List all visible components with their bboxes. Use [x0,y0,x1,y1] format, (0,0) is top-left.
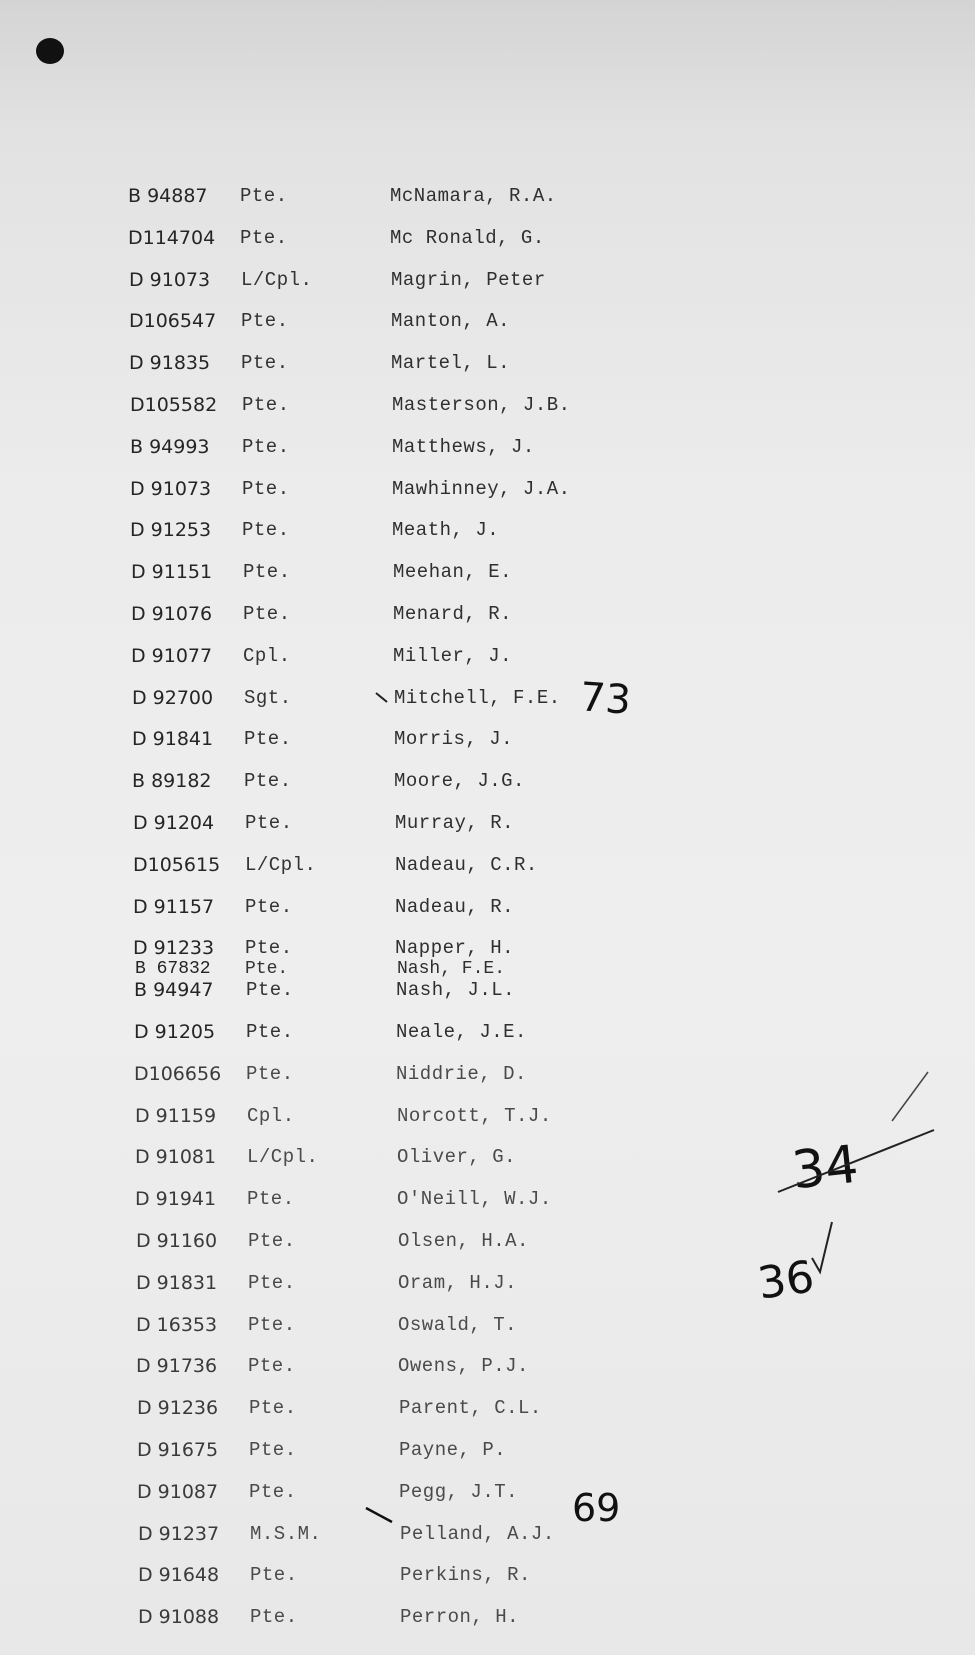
rank: Pte. [244,770,292,792]
soldier-name: Payne, P. [399,1439,507,1461]
soldier-name: Masterson, J.B. [392,394,571,416]
service-number: D 91835 [129,352,211,374]
rank: Pte. [240,227,288,249]
soldier-name: Murray, R. [395,812,515,834]
soldier-name: Miller, J. [393,645,513,667]
rank: Pte. [246,1021,294,1043]
rank: Pte. [245,812,293,834]
service-number: D 91736 [136,1355,218,1377]
service-number: B 94993 [130,436,210,458]
service-number: D 91237 [138,1523,220,1545]
handwritten-note-pelland: 69 [572,1486,621,1530]
service-number: D 91941 [135,1188,217,1210]
rank: Pte. [249,1481,297,1503]
rank: Pte. [241,352,289,374]
rank: L/Cpl. [241,269,313,291]
service-number: D 91831 [136,1272,218,1294]
rank: Pte. [240,185,288,207]
service-number: D 91157 [133,896,215,918]
soldier-name: Manton, A. [391,310,511,332]
service-number: D105582 [130,394,218,416]
rank: Pte. [241,310,289,332]
soldier-name: Olsen, H.A. [398,1230,529,1252]
rank: Pte. [243,561,291,583]
rank: Pte. [248,1272,296,1294]
service-number: D 91648 [138,1564,220,1586]
service-number: D 91675 [137,1439,219,1461]
inserted-entry-rank: Pte. [245,959,289,979]
service-number: D 91204 [133,812,215,834]
rank: Pte. [250,1564,298,1586]
handwritten-revised-count: 36 [754,1251,818,1310]
soldier-name: Morris, J. [394,728,514,750]
soldier-name: Napper, H. [395,937,515,959]
rank: L/Cpl. [245,854,317,876]
service-number: D 91236 [137,1397,219,1419]
service-number: B 94947 [134,979,214,1001]
service-number: B 94887 [128,185,208,207]
soldier-name: Mawhinney, J.A. [392,478,571,500]
rank: Pte. [250,1606,298,1628]
service-number: D 91088 [138,1606,220,1628]
rank: Pte. [245,896,293,918]
soldier-name: Oliver, G. [397,1146,517,1168]
service-number: D 92700 [132,687,214,709]
service-number: D 91159 [135,1105,217,1127]
service-number: D 91151 [131,561,213,583]
service-number: D 91160 [136,1230,218,1252]
rank: Cpl. [247,1105,295,1127]
service-number: D106547 [129,310,217,332]
soldier-name: Meehan, E. [393,561,513,583]
rank: Pte. [247,1188,295,1210]
rank: Pte. [248,1355,296,1377]
service-number: D 91087 [137,1481,219,1503]
soldier-name: Nash, J.L. [396,979,516,1001]
service-number: D 91253 [130,519,212,541]
soldier-name: Menard, R. [393,603,513,625]
soldier-name: Perkins, R. [400,1564,531,1586]
rank: Pte. [246,979,294,1001]
service-number: D 91073 [130,478,212,500]
inserted-entry-name: Nash, F.E. [397,959,506,979]
service-number: D106656 [134,1063,222,1085]
service-number: D 16353 [136,1314,218,1336]
service-number: B 89182 [132,770,212,792]
soldier-name: Owens, P.J. [398,1355,529,1377]
rank: Sgt. [244,687,292,709]
rank: Pte. [243,603,291,625]
rank: Pte. [242,394,290,416]
rank: Pte. [244,728,292,750]
rank: M.S.M. [250,1523,322,1545]
service-number: D 91081 [135,1146,217,1168]
soldier-name: Moore, J.G. [394,770,525,792]
soldier-name: Mc Ronald, G. [390,227,545,249]
service-number: D 91073 [129,269,211,291]
rank: Pte. [249,1397,297,1419]
soldier-name: Neale, J.E. [396,1021,527,1043]
soldier-name: Meath, J. [392,519,500,541]
soldier-name: Norcott, T.J. [397,1105,552,1127]
rank: L/Cpl. [247,1146,319,1168]
handwritten-note-mitchell: 73 [578,674,633,724]
soldier-name: Mitchell, F.E. [394,687,561,709]
rank: Pte. [248,1314,296,1336]
soldier-name: Martel, L. [391,352,511,374]
inserted-entry-number: B 67832 [135,959,211,979]
soldier-name: O'Neill, W.J. [397,1188,552,1210]
service-number: D 91076 [131,603,213,625]
soldier-name: Oswald, T. [398,1314,518,1336]
soldier-name: Nadeau, C.R. [395,854,538,876]
rank: Pte. [248,1230,296,1252]
service-number: D 91841 [132,728,214,750]
rank: Pte. [246,1063,294,1085]
service-number: D 91233 [133,937,215,959]
service-number: D 91077 [131,645,213,667]
handwritten-struck-count: 34 [789,1134,862,1202]
rank: Pte. [242,519,290,541]
rank: Pte. [245,937,293,959]
rank: Pte. [249,1439,297,1461]
soldier-name: Magrin, Peter [391,269,546,291]
service-number: D 91205 [134,1021,216,1043]
soldier-name: Niddrie, D. [396,1063,527,1085]
rank: Pte. [242,478,290,500]
rank: Cpl. [243,645,291,667]
soldier-name: Oram, H.J. [398,1272,518,1294]
soldier-name: Parent, C.L. [399,1397,542,1419]
soldier-name: Nadeau, R. [395,896,515,918]
soldier-name: Pegg, J.T. [399,1481,519,1503]
service-number: D114704 [128,227,216,249]
soldier-name: Perron, H. [400,1606,520,1628]
soldier-name: Matthews, J. [392,436,535,458]
soldier-name: Pelland, A.J. [400,1523,555,1545]
service-number: D105615 [133,854,221,876]
rank: Pte. [242,436,290,458]
soldier-name: McNamara, R.A. [390,185,557,207]
